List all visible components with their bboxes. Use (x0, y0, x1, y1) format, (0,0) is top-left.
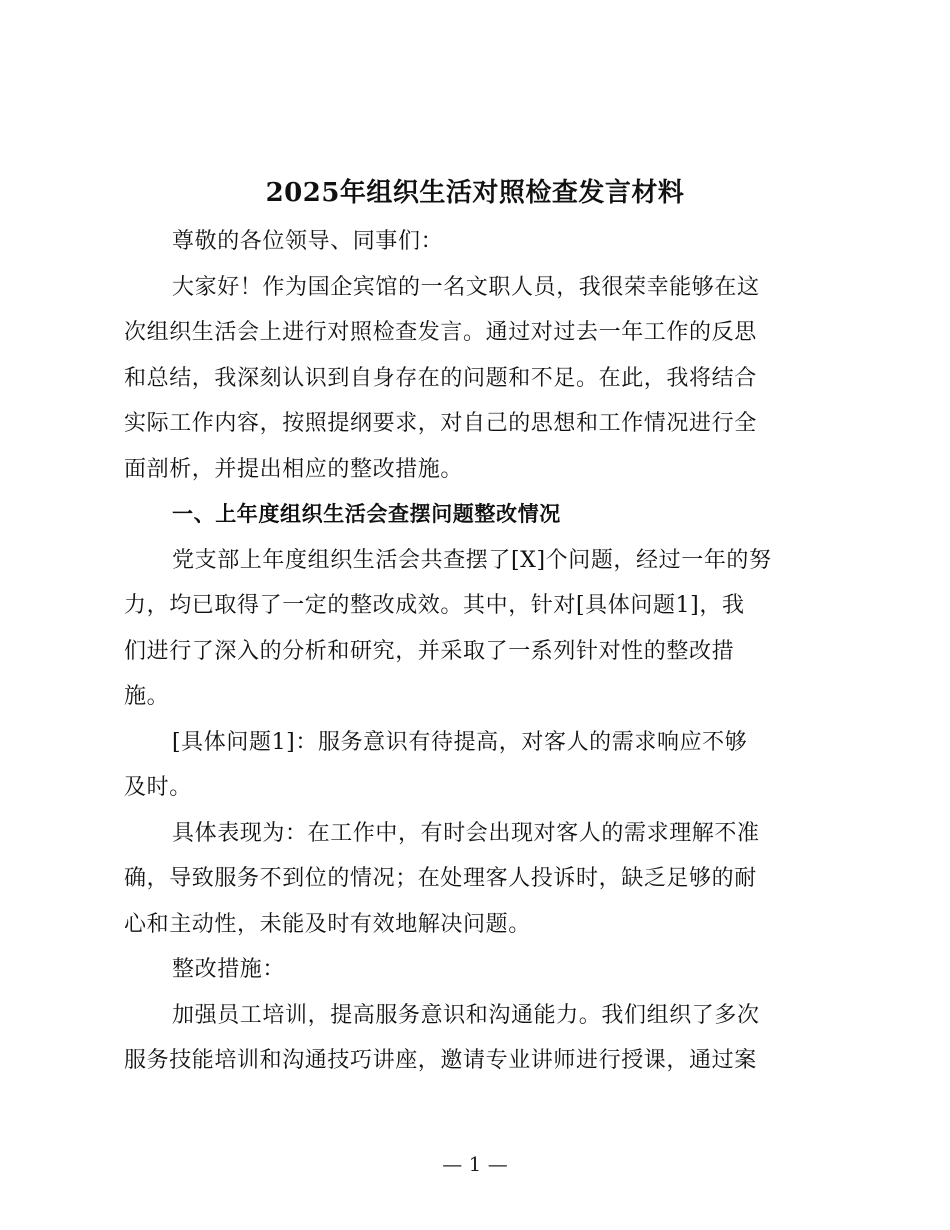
text-line: 一、上年度组织生活会查摆问题整改情况 (172, 502, 561, 526)
text-line: 次组织生活会上进行对照检查发言。通过对过去一年工作的反思 (124, 320, 757, 345)
document-title: 2025年组织生活对照检查发言材料 (265, 178, 685, 208)
text-line: 力，均已取得了一定的整改成效。其中，针对[具体问题1]，我 (124, 593, 745, 618)
text-line: 和总结，我深刻认识到自身存在的问题和不足。在此，我将结合 (124, 365, 757, 391)
text-line: 具体表现为：在工作中，有时会出现对客人的需求理解不准 (172, 820, 760, 846)
paragraph (124, 811, 830, 948)
text-line: 面剖析，并提出相应的整改措施。 (124, 456, 464, 482)
text-line: 确，导致服务不到位的情况；在处理客人投诉时，缺乏足够的耐 (124, 866, 757, 891)
text-line: 及时。 (124, 775, 192, 800)
text-line: 整改措施： (172, 957, 286, 982)
text-line: 们进行了深入的分析和研究，并采取了一系列针对性的整改措 (124, 638, 735, 664)
paragraph (124, 720, 830, 811)
text-line: 大家好！作为国企宾馆的一名文职人员，我很荣幸能够在这 (172, 274, 760, 300)
paragraph (124, 265, 830, 493)
page-number: — 1 — (442, 1152, 508, 1176)
text-line: 施。 (124, 684, 170, 709)
paragraph (124, 538, 830, 720)
text-line: 尊敬的各位领导、同事们： (172, 229, 444, 254)
text-line: [具体问题1]：服务意识有待提高，对客人的需求响应不够 (172, 729, 748, 755)
section-heading (124, 492, 830, 538)
paragraph (124, 993, 830, 1084)
text-line: 服务技能培训和沟通技巧讲座，邀请专业讲师进行授课，通过案 (124, 1048, 757, 1073)
text-line: 实际工作内容，按照提纲要求，对自己的思想和工作情况进行全 (124, 411, 757, 436)
paragraph (124, 219, 830, 265)
document-body (124, 219, 830, 1084)
text-line: 加强员工培训，提高服务意识和沟通能力。我们组织了多次 (172, 1002, 760, 1028)
text-line: 心和主动性，未能及时有效地解决问题。 (124, 911, 531, 937)
paragraph (124, 947, 830, 993)
text-line: 党支部上年度组织生活会共查摆了[X]个问题，经过一年的努 (172, 547, 772, 573)
